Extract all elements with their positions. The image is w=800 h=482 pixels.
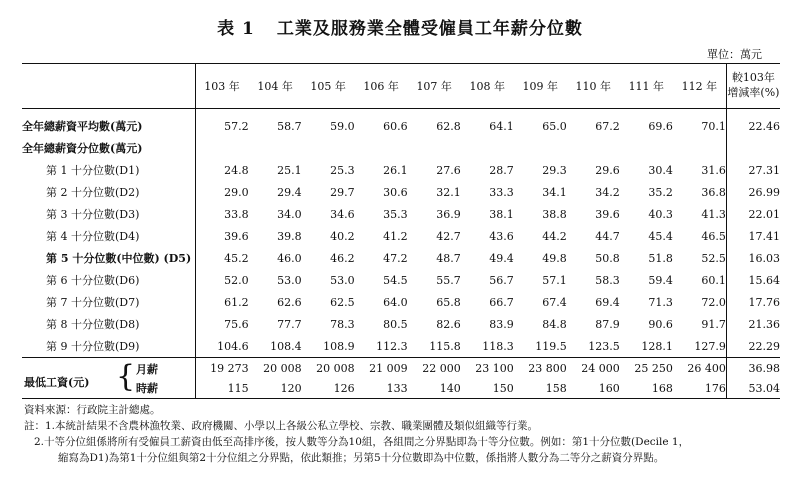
cell-value: 26 400 — [673, 358, 727, 379]
row-label: 第 8 十分位數(D8) — [22, 313, 195, 335]
row-label: 第 9 十分位數(D9) — [22, 335, 195, 358]
table-row — [22, 137, 780, 159]
cell-value: 34.1 — [542, 185, 567, 199]
cell-value: 123.5 — [588, 339, 620, 353]
source-note: 資料來源：行政院主計總處。 — [24, 404, 161, 416]
cell-value: 67.4 — [542, 295, 567, 309]
cell-value: 58.3 — [595, 273, 620, 287]
cell-value: 133 — [355, 378, 408, 399]
cell-value: 65.0 — [542, 119, 567, 133]
note-1: 註：1.本統計結果不含農林漁牧業、政府機關、小學以上各級公私立學校、宗教、職業團體及類似組織等行業。 — [24, 420, 539, 432]
cell-change-rate: 26.99 — [726, 181, 780, 203]
cell-value: 112.3 — [376, 339, 408, 353]
cell-change-rate: 27.31 — [726, 159, 780, 181]
cell-value: 55.7 — [436, 273, 461, 287]
cell-value: 108.4 — [270, 339, 302, 353]
cell-value: 33.3 — [489, 185, 514, 199]
unit-label: 單位：萬元 — [707, 48, 762, 61]
table-row — [22, 203, 780, 225]
cell-value: 158 — [514, 378, 567, 399]
table-row — [22, 159, 780, 181]
cell-value: 58.7 — [277, 119, 302, 133]
cell-value: 127.9 — [694, 339, 726, 353]
header-year: 111 年 — [620, 64, 673, 109]
cell-value: 43.6 — [489, 229, 514, 243]
cell-value: 53.0 — [277, 273, 302, 287]
cell-value: 48.7 — [436, 251, 461, 265]
header-year: 103 年 — [195, 64, 249, 109]
cell-value — [673, 137, 727, 159]
cell-change-rate: 15.64 — [726, 269, 780, 291]
cell-value: 32.1 — [436, 185, 461, 199]
header-year: 105 年 — [302, 64, 355, 109]
cell-value: 24 000 — [567, 358, 620, 379]
cell-value: 36.9 — [436, 207, 461, 221]
row-label: 第 4 十分位數(D4) — [22, 225, 195, 247]
cell-value: 120 — [249, 378, 302, 399]
cell-value — [249, 137, 302, 159]
cell-value: 30.6 — [383, 185, 408, 199]
cell-value: 126 — [302, 378, 355, 399]
cell-value: 39.8 — [277, 229, 302, 243]
hourly-label: 時薪 — [136, 382, 158, 395]
cell-value: 66.7 — [489, 295, 514, 309]
cell-value: 29.3 — [542, 163, 567, 177]
cell-value: 42.7 — [436, 229, 461, 243]
cell-value: 34.2 — [595, 185, 620, 199]
cell-value: 45.2 — [224, 251, 249, 265]
cell-value: 46.2 — [330, 251, 355, 265]
table-row — [22, 269, 780, 291]
table-row — [22, 247, 780, 269]
cell-value: 29.4 — [277, 185, 302, 199]
cell-value: 65.8 — [436, 295, 461, 309]
cell-value: 39.6 — [595, 207, 620, 221]
cell-value: 51.8 — [648, 251, 673, 265]
cell-value: 50.8 — [595, 251, 620, 265]
row-label: 第 2 十分位數(D2) — [22, 181, 195, 203]
table-row — [22, 225, 780, 247]
cell-value: 62.6 — [277, 295, 302, 309]
cell-value: 44.7 — [595, 229, 620, 243]
table-title — [0, 14, 800, 39]
cell-value — [195, 137, 249, 159]
header-change-rate-line1: 較103年 — [731, 71, 775, 85]
cell-value: 80.5 — [383, 317, 408, 331]
note-2-line1: 2.十等分位組係將所有受僱員工薪資由低至高排序後，按人數等分為10組，各組間之分界點即為十等分位數。例如：第1十分位數(Decile 1， — [34, 436, 690, 448]
cell-value: 62.8 — [436, 119, 461, 133]
cell-value: 115 — [195, 378, 249, 399]
cell-value: 54.5 — [383, 273, 408, 287]
cell-value: 39.6 — [224, 229, 249, 243]
cell-value: 84.8 — [542, 317, 567, 331]
cell-value: 91.7 — [701, 317, 726, 331]
cell-change-rate: 17.76 — [726, 291, 780, 313]
table-row — [22, 335, 780, 358]
cell-value: 168 — [620, 378, 673, 399]
table-row — [22, 313, 780, 335]
cell-value: 83.9 — [489, 317, 514, 331]
header-change-rate-line2: 增減率(%) — [727, 86, 780, 99]
cell-value: 22 000 — [408, 358, 461, 379]
cell-value — [355, 137, 408, 159]
cell-value — [514, 137, 567, 159]
cell-value: 25.3 — [330, 163, 355, 177]
header-year: 112 年 — [673, 64, 727, 109]
cell-value: 119.5 — [535, 339, 567, 353]
min-wage-label-cell — [22, 358, 195, 395]
cell-value: 27.6 — [436, 163, 461, 177]
cell-value: 33.8 — [224, 207, 249, 221]
cell-change-rate: 36.98 — [726, 358, 780, 379]
cell-value: 21 009 — [355, 358, 408, 379]
row-label: 全年總薪資分位數(萬元) — [22, 137, 195, 159]
cell-value: 52.0 — [224, 273, 249, 287]
cell-value: 20 008 — [249, 358, 302, 379]
cell-value: 24.8 — [224, 163, 249, 177]
header-year: 106 年 — [355, 64, 408, 109]
cell-value: 30.4 — [648, 163, 673, 177]
cell-value: 31.6 — [701, 163, 726, 177]
cell-value: 87.9 — [595, 317, 620, 331]
cell-value: 25.1 — [277, 163, 302, 177]
min-wage-label: 最低工資(元) — [24, 376, 90, 389]
cell-change-rate: 22.29 — [726, 335, 780, 358]
cell-value: 49.8 — [542, 251, 567, 265]
cell-value: 53.0 — [330, 273, 355, 287]
cell-value: 44.2 — [542, 229, 567, 243]
cell-value: 29.6 — [595, 163, 620, 177]
cell-value: 45.4 — [648, 229, 673, 243]
header-year: 110 年 — [567, 64, 620, 109]
monthly-label: 月薪 — [136, 363, 158, 376]
cell-value: 35.2 — [648, 185, 673, 199]
cell-value: 150 — [461, 378, 514, 399]
cell-value: 72.0 — [701, 295, 726, 309]
cell-change-rate: 22.46 — [726, 109, 780, 138]
cell-value: 75.6 — [224, 317, 249, 331]
cell-value: 59.0 — [330, 119, 355, 133]
cell-value: 59.4 — [648, 273, 673, 287]
brace-symbol: { — [116, 359, 136, 394]
cell-value — [620, 137, 673, 159]
cell-value: 23 800 — [514, 358, 567, 379]
row-label: 第 5 十分位數(中位數) (D5) — [22, 247, 195, 269]
cell-value: 49.4 — [489, 251, 514, 265]
cell-value: 67.2 — [595, 119, 620, 133]
header-year: 108 年 — [461, 64, 514, 109]
cell-value: 160 — [567, 378, 620, 399]
cell-value: 52.5 — [701, 251, 726, 265]
cell-value: 19 273 — [195, 358, 249, 379]
cell-value: 104.6 — [217, 339, 249, 353]
cell-value: 176 — [673, 378, 727, 399]
table-row — [22, 181, 780, 203]
cell-change-rate — [726, 137, 780, 159]
note-2-line2: 縮寫為D1)為第1十分位組與第2十分位組之分界點，依此類推；另第5十分位數即為中位數，係指將人數分為二等分之薪資分界點。 — [58, 452, 665, 464]
cell-value: 25 250 — [620, 358, 673, 379]
table-row — [22, 291, 780, 313]
cell-value: 82.6 — [436, 317, 461, 331]
header-change-rate — [726, 64, 780, 109]
cell-value: 60.6 — [383, 119, 408, 133]
cell-value: 47.2 — [383, 251, 408, 265]
cell-change-rate: 53.04 — [726, 378, 780, 399]
cell-value: 90.6 — [648, 317, 673, 331]
cell-value: 40.3 — [648, 207, 673, 221]
cell-value — [567, 137, 620, 159]
cell-value: 60.1 — [701, 273, 726, 287]
cell-change-rate: 17.41 — [726, 225, 780, 247]
cell-value: 34.6 — [330, 207, 355, 221]
cell-value: 69.6 — [648, 119, 673, 133]
cell-value: 64.1 — [489, 119, 514, 133]
row-label: 第 3 十分位數(D3) — [22, 203, 195, 225]
cell-value: 61.2 — [224, 295, 249, 309]
cell-value — [302, 137, 355, 159]
header-year: 107 年 — [408, 64, 461, 109]
header-row — [22, 64, 780, 109]
cell-value: 57.1 — [542, 273, 567, 287]
cell-value: 41.3 — [701, 207, 726, 221]
cell-value: 38.1 — [489, 207, 514, 221]
cell-value: 36.8 — [701, 185, 726, 199]
cell-change-rate: 16.03 — [726, 247, 780, 269]
header-blank — [22, 64, 195, 109]
cell-value: 56.7 — [489, 273, 514, 287]
cell-value: 46.0 — [277, 251, 302, 265]
table-title-text: 工業及服務業全體受僱員工年薪分位數 — [276, 19, 583, 39]
cell-value: 118.3 — [482, 339, 514, 353]
cell-value: 26.1 — [383, 163, 408, 177]
cell-value: 29.0 — [224, 185, 249, 199]
cell-value: 28.7 — [489, 163, 514, 177]
cell-change-rate: 22.01 — [726, 203, 780, 225]
row-label: 第 6 十分位數(D6) — [22, 269, 195, 291]
cell-value: 34.0 — [277, 207, 302, 221]
cell-value: 108.9 — [323, 339, 355, 353]
row-label: 第 1 十分位數(D1) — [22, 159, 195, 181]
salary-table — [22, 63, 780, 399]
cell-value: 38.8 — [542, 207, 567, 221]
cell-value: 78.3 — [330, 317, 355, 331]
cell-value: 20 008 — [302, 358, 355, 379]
cell-value: 140 — [408, 378, 461, 399]
cell-value: 57.2 — [224, 119, 249, 133]
cell-value: 29.7 — [330, 185, 355, 199]
cell-value: 46.5 — [701, 229, 726, 243]
cell-value: 70.1 — [701, 119, 726, 133]
cell-value: 77.7 — [277, 317, 302, 331]
min-wage-row — [22, 358, 780, 379]
header-year: 109 年 — [514, 64, 567, 109]
cell-value — [408, 137, 461, 159]
table-number: 表 1 — [217, 19, 255, 39]
cell-value: 35.3 — [383, 207, 408, 221]
row-label: 全年總薪資平均數(萬元) — [22, 109, 195, 138]
cell-value: 128.1 — [641, 339, 673, 353]
cell-value — [461, 137, 514, 159]
cell-value: 40.2 — [330, 229, 355, 243]
cell-value: 41.2 — [383, 229, 408, 243]
header-year: 104 年 — [249, 64, 302, 109]
row-label: 第 7 十分位數(D7) — [22, 291, 195, 313]
cell-change-rate: 21.36 — [726, 313, 780, 335]
notes — [24, 402, 689, 466]
cell-value: 64.0 — [383, 295, 408, 309]
cell-value: 115.8 — [429, 339, 461, 353]
table-row — [22, 109, 780, 138]
cell-value: 71.3 — [648, 295, 673, 309]
cell-value: 62.5 — [330, 295, 355, 309]
table-body — [22, 109, 780, 399]
cell-value: 69.4 — [595, 295, 620, 309]
cell-value: 23 100 — [461, 358, 514, 379]
